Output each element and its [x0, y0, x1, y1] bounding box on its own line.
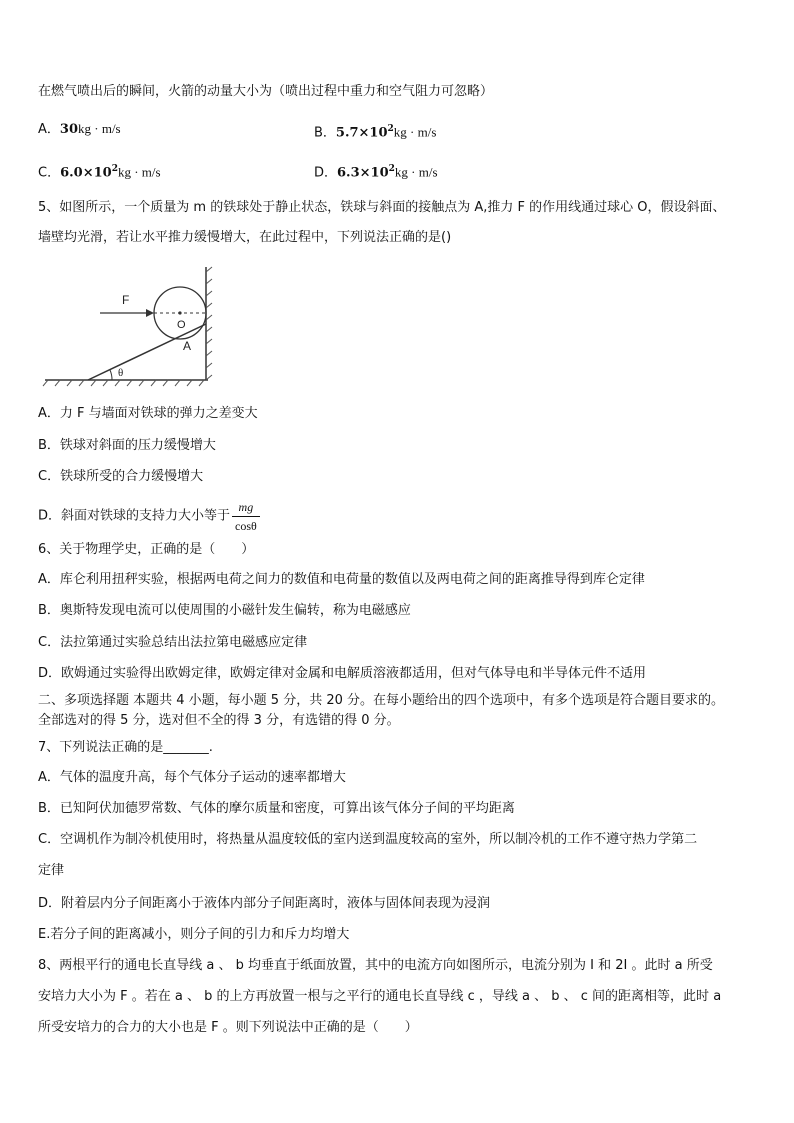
q6-option-b[interactable]: B．奥斯特发现电流可以使周围的小磁针发生偏转，称为电磁感应: [38, 603, 411, 618]
q7-option-e[interactable]: E.若分子间的距离减小，则分子间的引力和斥力均增大: [38, 927, 350, 942]
q7-option-c-line2[interactable]: 定律: [38, 863, 65, 878]
q5-stem-line1: 5、如图所示，一个质量为 m 的铁球处于静止状态，铁球与斜面的接触点为 A,推力 F 的作用线通过球心 O，假设斜面、: [38, 200, 726, 215]
q6-stem: 6、关于物理学史，正确的是（ ）: [38, 542, 255, 557]
q4-option-c[interactable]: C．$6.0\times 10^2kg \cdot m/s$: [38, 164, 161, 181]
q4-stem: 在燃气喷出后的瞬间，火箭的动量大小为（喷出过程中重力和空气阻力可忽略）: [38, 84, 494, 99]
q4-option-a[interactable]: A．30kg · m/s: [38, 121, 121, 137]
center-point: [178, 311, 181, 314]
q4-option-d[interactable]: D．$6.3\times 10^2kg \cdot m/s$: [314, 164, 438, 181]
q6-option-d[interactable]: D．欧姆通过实验得出欧姆定律，欧姆定律对金属和电解质溶液都适用，但对气体导电和半导体元件不适用: [38, 666, 647, 681]
q6-option-a[interactable]: A．库仑利用扭秤实验，根据两电荷之间力的数值和电荷量的数值以及两电荷之间的距离推导得到库仑定律: [38, 572, 645, 587]
force-arrowhead: [146, 309, 154, 317]
q8-stem-line3: 所受安培力的合力的大小也是 F 。则下列说法中正确的是（ ）: [38, 1020, 418, 1035]
q8-stem-line1: 8、两根平行的通电长直导线 a 、 b 均垂直于纸面放置，其中的电流方向如图所示，电流分别为 I 和 2I 。此时 a 所受: [38, 958, 713, 973]
ground-hatch: [43, 380, 204, 386]
q7-option-a[interactable]: A．气体的温度升高，每个气体分子运动的速率都增大: [38, 770, 346, 785]
wall-hatch: [206, 267, 212, 380]
section2-heading-line1: 二、多项选择题 本题共 4 小题，每小题 5 分，共 20 分。在每小题给出的四个选项中，有多个选项是符合题目要求的。: [38, 693, 725, 708]
angle-arc: [110, 370, 112, 380]
q5-stem-line2: 墙壁均光滑，若让水平推力缓慢增大，在此过程中，下列说法正确的是(): [38, 230, 452, 245]
contact-label-A: A: [183, 339, 192, 353]
q7-option-d[interactable]: D．附着层内分子间距离小于液体内部分子间距离时，液体与固体间表现为浸润: [38, 896, 491, 911]
q5-option-a[interactable]: A．力 F 与墙面对铁球的弹力之差变大: [38, 406, 258, 421]
q8-stem-line2: 安培力大小为 F 。若在 a 、 b 的上方再放置一根与之平行的通电长直导线 c ，导线 a 、 b 、 c 间的距离相等，此时 a: [38, 989, 722, 1004]
q4-option-b[interactable]: B．$5.7\times 10^2kg \cdot m/s$: [314, 124, 437, 141]
q5-option-b[interactable]: B．铁球对斜面的压力缓慢增大: [38, 438, 216, 453]
q6-option-c[interactable]: C．法拉第通过实验总结出法拉第电磁感应定律: [38, 635, 308, 650]
q5-option-c[interactable]: C．铁球所受的合力缓慢增大: [38, 469, 204, 484]
q5-option-d[interactable]: D．斜面对铁球的支持力大小等于 $\frac{mg}{\cos\theta}$: [38, 498, 260, 535]
force-label-F: F: [122, 293, 130, 307]
center-label-O: O: [177, 319, 186, 331]
q7-stem: 7、下列说法正确的是_______.: [38, 740, 213, 755]
incline-ball-figure: [40, 262, 220, 387]
q7-option-c-line1[interactable]: C．空调机作为制冷机使用时，将热量从温度较低的室内送到温度较高的室外，所以制冷机的工作不遵守热力学第二: [38, 832, 698, 847]
theta-label: θ: [118, 367, 124, 379]
q7-option-b[interactable]: B．已知阿伏加德罗常数、气体的摩尔质量和密度，可算出该气体分子间的平均距离: [38, 801, 515, 816]
section2-heading-line2: 全部选对的得 5 分，选对但不全的得 3 分，有选错的得 0 分。: [38, 713, 400, 728]
fraction-mg-over-cos: $\frac{mg}{\cos\theta}$: [232, 498, 260, 535]
